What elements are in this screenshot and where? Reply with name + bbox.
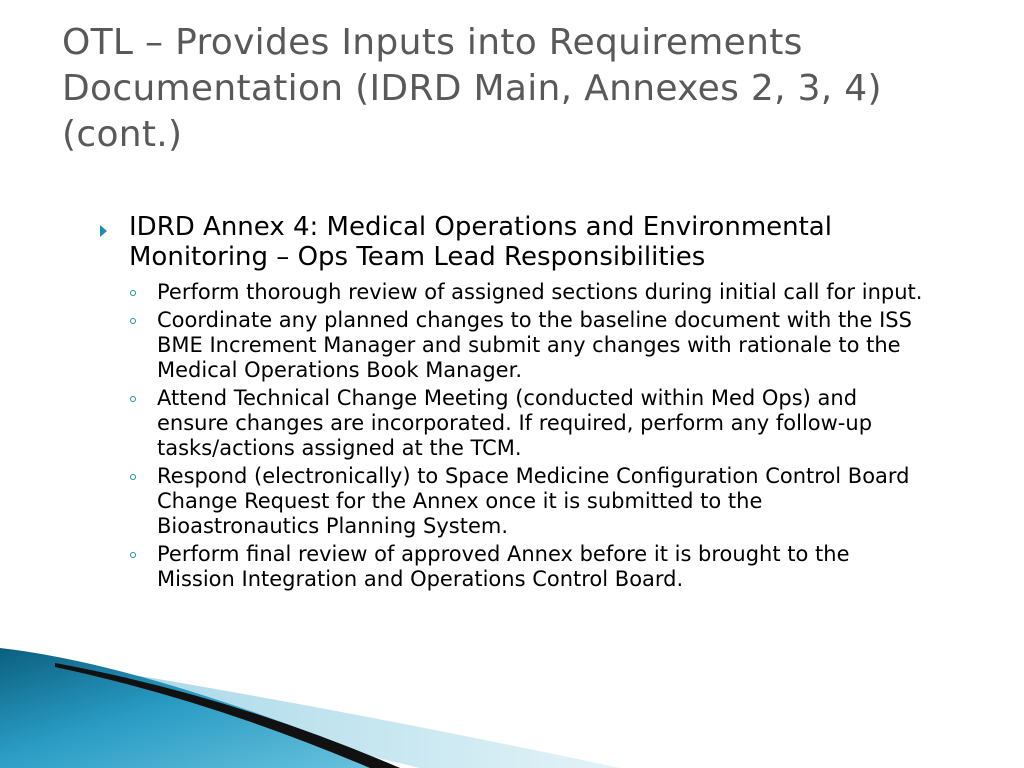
slide-content	[100, 212, 930, 595]
circle-bullet-icon	[130, 474, 136, 480]
main-bullet-text: IDRD Annex 4: Medical Operations and Environmental Monitoring – Ops Team Lead Responsibilities	[129, 212, 832, 272]
sub-bullet-item	[100, 308, 930, 383]
sub-bullet-list	[100, 280, 930, 592]
sub-bullet-item	[100, 280, 930, 305]
triangle-bullet-icon	[100, 225, 107, 237]
sub-bullet-text: Attend Technical Change Meeting (conducted within Med Ops) and ensure changes are incorporated. If required, perform any follow-up tasks/actions assigned at the TCM.	[157, 386, 873, 460]
sub-bullet-item	[100, 464, 930, 539]
sub-bullet-text: Perform thorough review of assigned sections during initial call for input.	[157, 280, 923, 304]
circle-bullet-icon	[130, 552, 136, 558]
sub-bullet-text: Coordinate any planned changes to the baseline document with the ISS BME Increment Manager and submit any changes with rationale to the Medical Operations Book Manager.	[157, 308, 912, 382]
sub-bullet-item	[100, 542, 930, 592]
circle-bullet-icon	[130, 290, 136, 296]
circle-bullet-icon	[130, 396, 136, 402]
sub-bullet-text: Perform final review of approved Annex before it is brought to the Mission Integration and Operations Control Board.	[157, 542, 850, 591]
circle-bullet-icon	[130, 318, 136, 324]
sub-bullet-item	[100, 386, 930, 461]
main-bullet-item	[100, 212, 930, 272]
slide-title: OTL – Provides Inputs into Requirements Documentation (IDRD Main, Annexes 2, 3, 4)(cont.)	[62, 22, 882, 155]
sub-bullet-text: Respond (electronically) to Space Medicine Configuration Control Board Change Request for the Annex once it is submitted to the Bioastronautics Planning System.	[157, 464, 910, 538]
